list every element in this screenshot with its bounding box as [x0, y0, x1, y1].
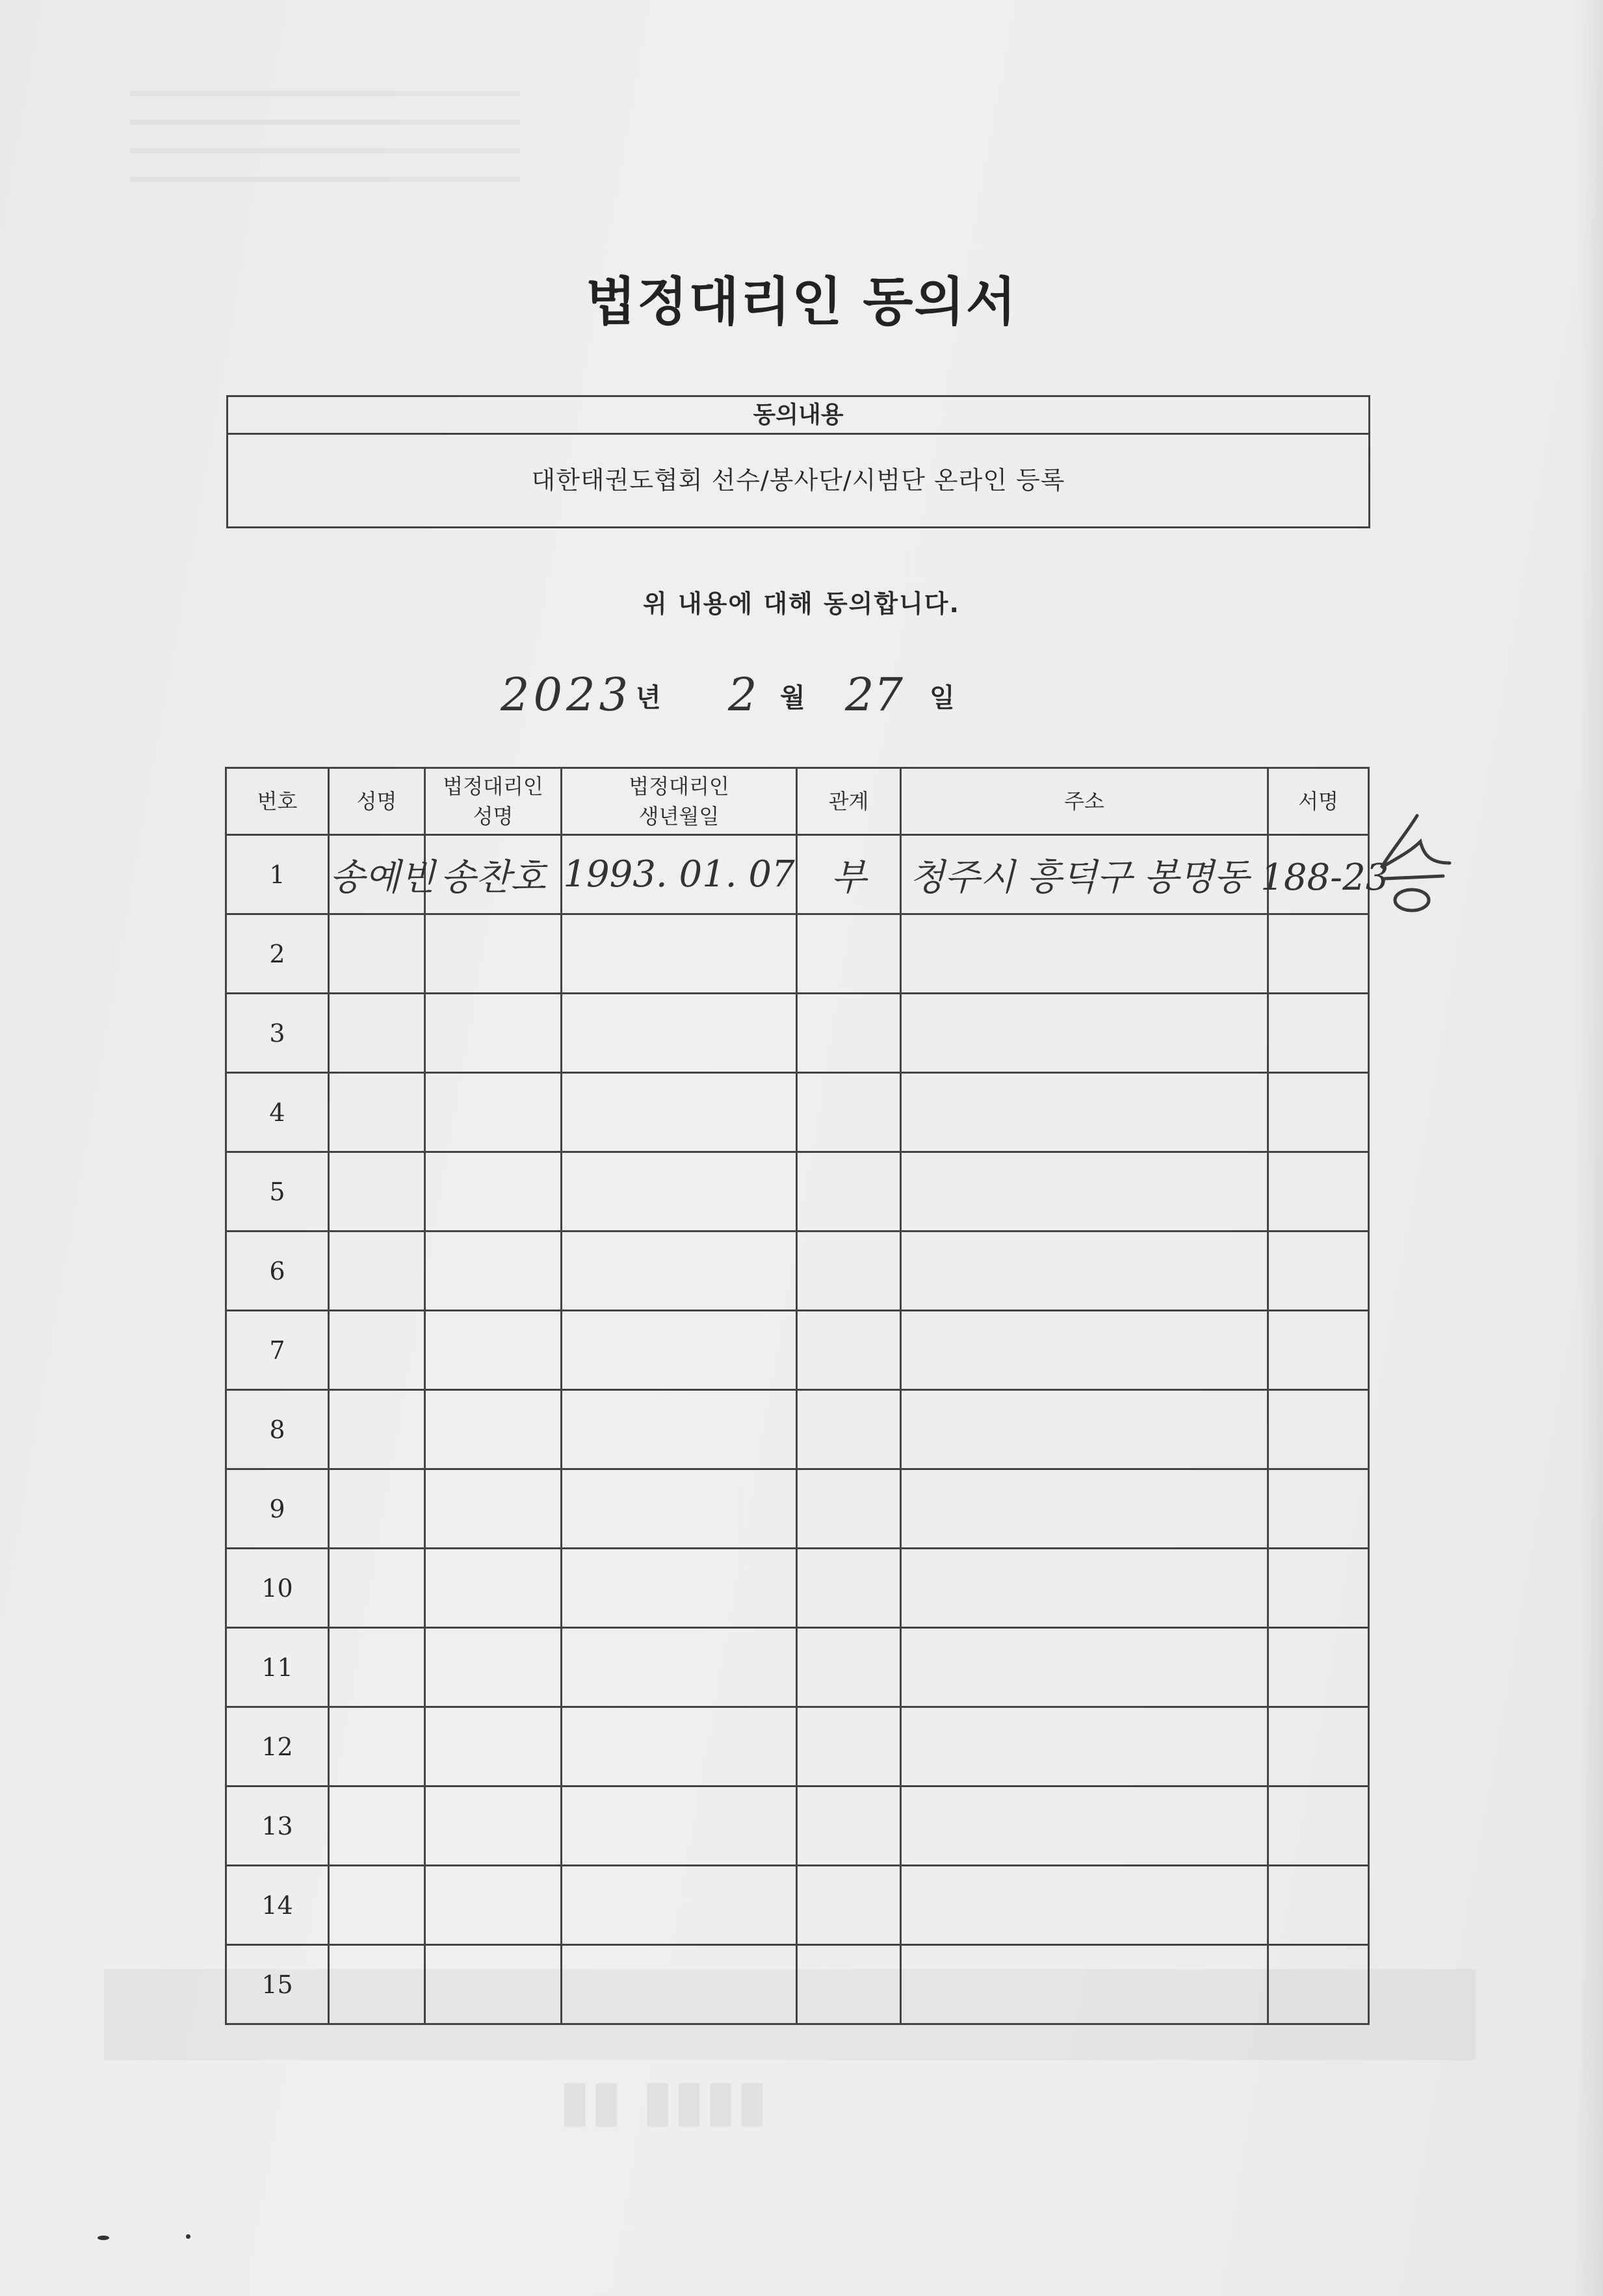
- cell-address: [901, 1390, 1268, 1469]
- cell-signature: [1268, 1073, 1369, 1152]
- registration-table: [225, 767, 1389, 2025]
- cell-signature: [1268, 1786, 1369, 1866]
- date-day-handwritten: 27: [845, 668, 904, 721]
- table-row: [226, 835, 1369, 914]
- table-row: [226, 1549, 1369, 1628]
- cell-name: [329, 1469, 425, 1549]
- table-row: [226, 1469, 1369, 1549]
- cell-no: 7: [226, 1311, 329, 1390]
- table-row: [226, 994, 1369, 1073]
- cell-no: 4: [226, 1073, 329, 1152]
- cell-no: 1: [226, 835, 329, 914]
- cell-address: [901, 1628, 1268, 1707]
- header-guardian-birth: 법정대리인 생년월일: [562, 768, 797, 835]
- cell-guardian-name: [425, 1073, 562, 1152]
- cell-relation: [797, 1232, 901, 1311]
- date-line: [0, 663, 1603, 741]
- cell-name: [329, 1073, 425, 1152]
- cell-guardian-birth: [562, 1628, 797, 1707]
- cell-guardian-birth: [562, 1152, 797, 1232]
- consent-header: 동의내용: [228, 397, 1368, 435]
- cell-signature: [1268, 1707, 1369, 1786]
- cell-relation: 부: [797, 835, 901, 914]
- cell-guardian-birth: [562, 1866, 797, 1945]
- cell-relation: [797, 1866, 901, 1945]
- cell-no: 15: [226, 1945, 329, 2024]
- header-address: 주소: [901, 768, 1268, 835]
- cell-relation: [797, 1390, 901, 1469]
- header-relation: 관계: [797, 768, 901, 835]
- cell-no: 13: [226, 1786, 329, 1866]
- cell-address: 청주시 흥덕구 봉명동 188-23: [901, 835, 1268, 914]
- table-row: [226, 914, 1369, 994]
- table-row: [226, 1232, 1369, 1311]
- cell-address: [901, 1707, 1268, 1786]
- date-year-unit: 년: [636, 683, 661, 713]
- cell-name: [329, 1786, 425, 1866]
- cell-guardian-name: [425, 1469, 562, 1549]
- cell-address: [901, 1469, 1268, 1549]
- cell-signature: [1268, 1866, 1369, 1945]
- table-row: [226, 1073, 1369, 1152]
- cell-address: [901, 1549, 1268, 1628]
- cell-guardian-birth: [562, 1945, 797, 2024]
- cell-guardian-birth: 1993. 01. 07: [562, 835, 797, 914]
- signature-mark: [1372, 806, 1469, 916]
- cell-relation: [797, 994, 901, 1073]
- cell-signature: [1268, 1232, 1369, 1311]
- cell-no: 8: [226, 1390, 329, 1469]
- cell-guardian-birth: [562, 1232, 797, 1311]
- cell-no: 5: [226, 1152, 329, 1232]
- header-no: 번호: [226, 768, 329, 835]
- paper-edge-shadow: [1577, 0, 1603, 2296]
- cell-guardian-name: [425, 1945, 562, 2024]
- bleed-through-lines: [130, 91, 520, 205]
- cell-no: 3: [226, 994, 329, 1073]
- table-row: [226, 1707, 1369, 1786]
- cell-signature: [1268, 1152, 1369, 1232]
- cell-relation: [797, 1469, 901, 1549]
- table-row: [226, 1390, 1369, 1469]
- cell-relation: [797, 914, 901, 994]
- cell-relation: [797, 1073, 901, 1152]
- cell-guardian-birth: [562, 1469, 797, 1549]
- cell-no: 11: [226, 1628, 329, 1707]
- cell-guardian-birth: [562, 1707, 797, 1786]
- header-name: 성명: [329, 768, 425, 835]
- cell-no: 10: [226, 1549, 329, 1628]
- cell-guardian-birth: [562, 1549, 797, 1628]
- cell-name: [329, 1628, 425, 1707]
- consent-content: 대한태권도협회 선수/봉사단/시범단 온라인 등록: [531, 466, 1065, 495]
- cell-signature: [1268, 1469, 1369, 1549]
- cell-guardian-birth: [562, 1786, 797, 1866]
- table-header-row: [226, 768, 1369, 835]
- cell-name: [329, 1866, 425, 1945]
- dust-speck: [186, 2234, 190, 2239]
- cell-address: [901, 914, 1268, 994]
- cell-signature: [1268, 1549, 1369, 1628]
- cell-name: [329, 1232, 425, 1311]
- header-guardian-name: 법정대리인 성명: [425, 768, 562, 835]
- cell-guardian-birth: [562, 994, 797, 1073]
- table-row: [226, 1866, 1369, 1945]
- consent-box: [226, 395, 1370, 528]
- cell-relation: [797, 1311, 901, 1390]
- cell-guardian-name: [425, 1707, 562, 1786]
- cell-guardian-birth: [562, 914, 797, 994]
- cell-guardian-name: [425, 1232, 562, 1311]
- cell-address: [901, 1152, 1268, 1232]
- cell-name: [329, 1390, 425, 1469]
- cell-signature: [1268, 994, 1369, 1073]
- cell-name: [329, 914, 425, 994]
- cell-guardian-birth: [562, 1311, 797, 1390]
- table-row: [226, 1152, 1369, 1232]
- cell-guardian-name: [425, 1628, 562, 1707]
- table-row: [226, 1786, 1369, 1866]
- cell-name: [329, 1311, 425, 1390]
- cell-address: [901, 1232, 1268, 1311]
- cell-guardian-name: [425, 1152, 562, 1232]
- cell-address: [901, 1866, 1268, 1945]
- cell-address: [901, 1311, 1268, 1390]
- cell-guardian-name: [425, 914, 562, 994]
- document-title: 법정대리인 동의서: [585, 272, 1018, 332]
- bleed-through-heading: ▮▮ ▮▮▮▮: [559, 2076, 768, 2143]
- cell-signature: [1268, 914, 1369, 994]
- cell-address: [901, 1786, 1268, 1866]
- cell-guardian-name: [425, 994, 562, 1073]
- cell-no: 9: [226, 1469, 329, 1549]
- table-row: [226, 1945, 1369, 2024]
- cell-relation: [797, 1707, 901, 1786]
- cell-signature: [1268, 1945, 1369, 2024]
- cell-relation: [797, 1945, 901, 2024]
- cell-no: 2: [226, 914, 329, 994]
- cell-guardian-birth: [562, 1390, 797, 1469]
- cell-name: [329, 1152, 425, 1232]
- cell-guardian-name: 송찬호: [425, 835, 562, 914]
- cell-guardian-name: [425, 1311, 562, 1390]
- cell-name: 송예빈: [329, 835, 425, 914]
- date-month-unit: 월: [780, 683, 805, 713]
- cell-signature: [1268, 1390, 1369, 1469]
- date-day-unit: 일: [930, 683, 955, 713]
- cell-guardian-name: [425, 1866, 562, 1945]
- cell-name: [329, 1707, 425, 1786]
- cell-relation: [797, 1786, 901, 1866]
- cell-no: 12: [226, 1707, 329, 1786]
- cell-relation: [797, 1152, 901, 1232]
- table-row: [226, 1628, 1369, 1707]
- cell-signature: [1268, 1628, 1369, 1707]
- header-signature: 서명: [1268, 768, 1369, 835]
- cell-address: [901, 1073, 1268, 1152]
- cell-address: [901, 1945, 1268, 2024]
- cell-guardian-birth: [562, 1073, 797, 1152]
- agreement-statement: 위 내용에 대해 동의합니다.: [643, 589, 960, 618]
- date-month-handwritten: 2: [728, 668, 757, 721]
- cell-name: [329, 1945, 425, 2024]
- cell-signature: [1268, 1311, 1369, 1390]
- cell-guardian-name: [425, 1390, 562, 1469]
- cell-no: 6: [226, 1232, 329, 1311]
- cell-name: [329, 994, 425, 1073]
- cell-guardian-name: [425, 1786, 562, 1866]
- dust-speck: [98, 2236, 109, 2240]
- cell-no: 14: [226, 1866, 329, 1945]
- cell-relation: [797, 1549, 901, 1628]
- cell-name: [329, 1549, 425, 1628]
- date-year-handwritten: 2023: [501, 668, 632, 721]
- cell-address: [901, 994, 1268, 1073]
- table-row: [226, 1311, 1369, 1390]
- cell-guardian-name: [425, 1549, 562, 1628]
- cell-relation: [797, 1628, 901, 1707]
